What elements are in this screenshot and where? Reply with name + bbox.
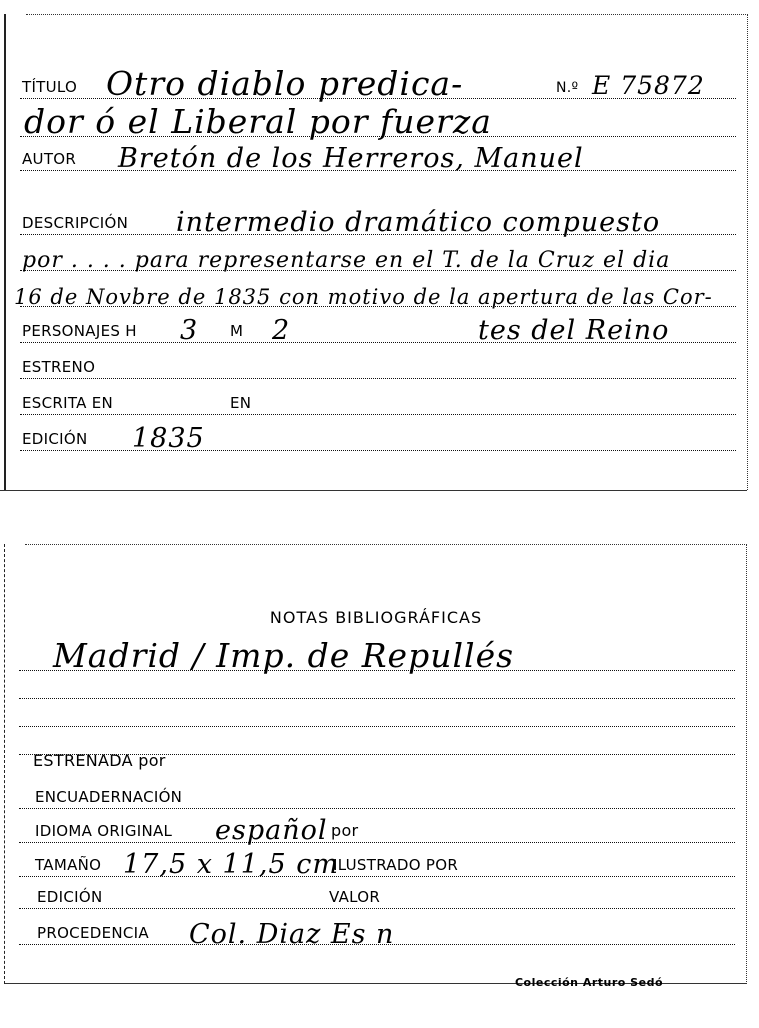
procedencia-value: Col. Diaz Es n xyxy=(189,919,395,950)
personajes-m-label: M xyxy=(230,322,244,340)
notas-value: Madrid / Imp. de Repullés xyxy=(53,636,515,675)
estrenada-row xyxy=(19,742,735,772)
personajes-label: PERSONAJES H xyxy=(22,322,137,340)
descripcion-row-2 xyxy=(20,234,736,271)
escrita-row xyxy=(20,378,736,415)
titulo-value-line-1: Otro diablo predica- xyxy=(106,64,464,103)
idioma-value: español xyxy=(215,815,328,846)
descripcion-value-line-4: tes del Reino xyxy=(478,315,670,346)
estrenada-label: ESTRENADA por xyxy=(33,751,166,770)
edicion-row xyxy=(20,414,736,454)
descripcion-value-line-1: intermedio dramático compuesto xyxy=(176,207,661,238)
encuadernacion-row xyxy=(19,776,735,809)
numero-label: N.º xyxy=(556,80,579,96)
descripcion-value-line-3: 16 de Novbre de 1835 con motivo de la apertura de las Cor- xyxy=(14,285,713,309)
notas-row-1 xyxy=(19,624,735,675)
edicion-value: 1835 xyxy=(132,423,205,454)
card-divider xyxy=(0,490,747,491)
collection-credit: Colección Arturo Sedó xyxy=(514,976,663,989)
tamano-row xyxy=(19,842,735,880)
idioma-label: IDIOMA ORIGINAL xyxy=(35,822,173,840)
catalog-card-top xyxy=(4,14,748,490)
titulo-row xyxy=(20,64,736,103)
tamano-label: TAMAÑO xyxy=(35,856,102,874)
titulo-label: TÍTULO xyxy=(22,78,78,96)
card-right-edge xyxy=(747,14,748,490)
ilustrado-label: ILUSTRADO POR xyxy=(333,856,459,874)
descripcion-label: DESCRIPCIÓN xyxy=(22,214,129,232)
idioma-row xyxy=(19,808,735,846)
descripcion-row-3 xyxy=(14,270,736,309)
edicion-label: EDICIÓN xyxy=(22,430,88,448)
titulo-value-line-2: dor ó el Liberal por fuerza xyxy=(24,102,492,141)
personajes-h-value: 3 xyxy=(180,315,199,346)
valor-label: VALOR xyxy=(329,888,381,906)
autor-value: Bretón de los Herreros, Manuel xyxy=(118,143,584,174)
descripcion-value-line-2: por . . . . para representarse en el T. de la Cruz el dia xyxy=(22,248,671,273)
titulo-row-2 xyxy=(20,100,736,141)
idioma-por-label: por xyxy=(331,821,359,840)
personajes-row xyxy=(20,306,736,346)
procedencia-label: PROCEDENCIA xyxy=(37,924,149,942)
escrita-en-label: ESCRITA EN xyxy=(22,394,114,412)
autor-label: AUTOR xyxy=(22,150,77,168)
numero-value: E 75872 xyxy=(592,71,705,100)
tamano-value: 17,5 x 11,5 cm xyxy=(123,849,339,880)
en-label: EN xyxy=(230,394,252,412)
estreno-label: ESTRENO xyxy=(22,358,96,376)
catalog-card-bottom xyxy=(4,544,747,984)
notas-heading: NOTAS BIBLIOGRÁFICAS xyxy=(269,608,483,627)
encuadernacion-label: ENCUADERNACIÓN xyxy=(35,788,183,806)
card-top-edge xyxy=(26,14,748,15)
edicion-valor-row xyxy=(19,876,735,909)
personajes-m-value: 2 xyxy=(272,315,291,346)
notas-row-2 xyxy=(19,670,735,699)
notas-row-3 xyxy=(19,698,735,727)
procedencia-row xyxy=(19,908,735,950)
autor-row xyxy=(20,136,736,174)
card-bottom-top-edge xyxy=(25,544,747,545)
estreno-row xyxy=(20,342,736,379)
descripcion-row xyxy=(20,204,736,238)
bottom-edicion-label: EDICIÓN xyxy=(37,888,103,906)
